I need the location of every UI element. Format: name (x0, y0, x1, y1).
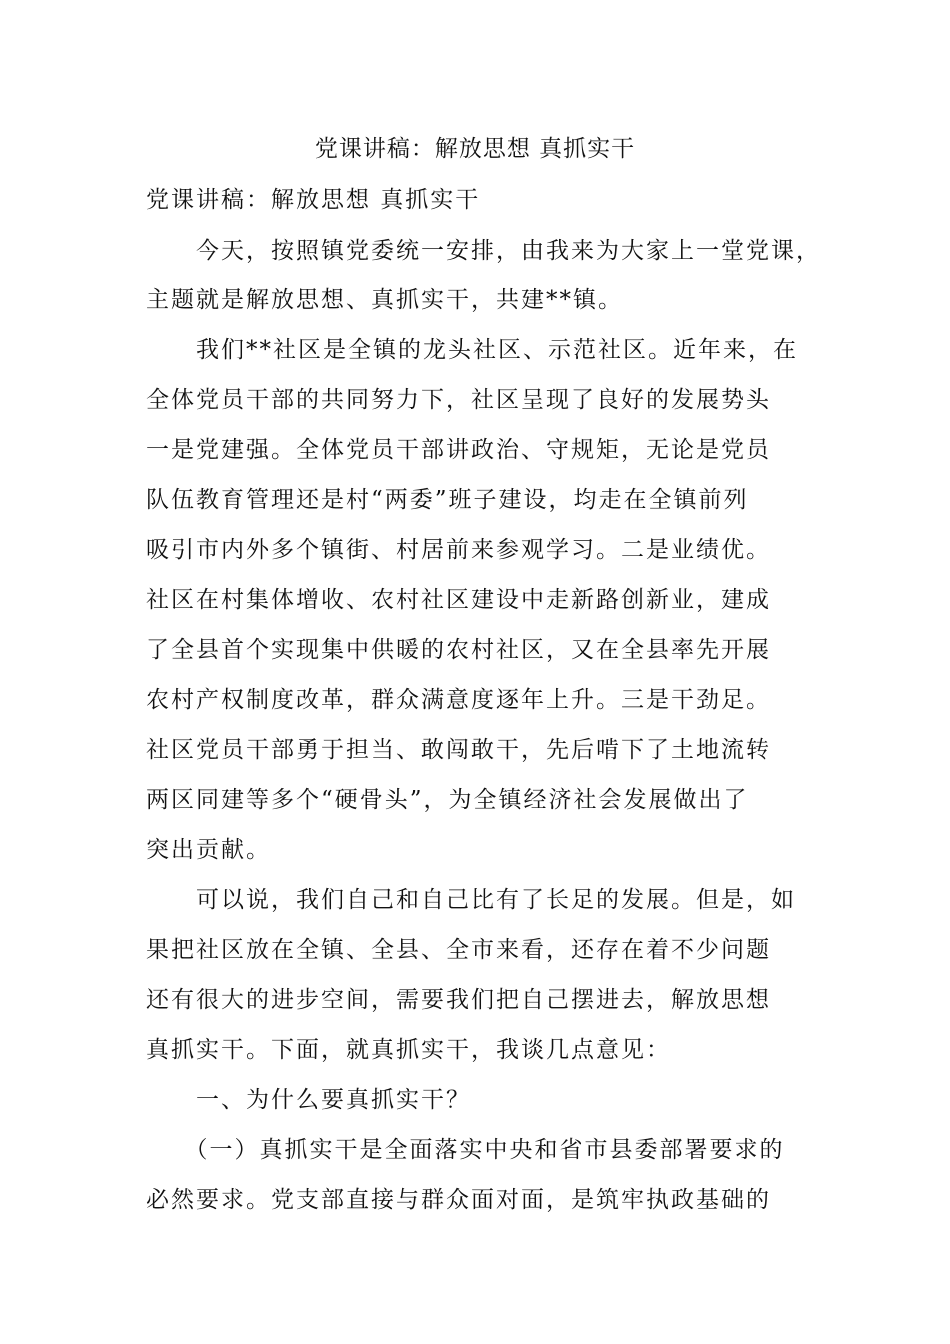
text-line: 一、为什么要真抓实干？ (146, 1087, 471, 1113)
text-line: 一是党建强。全体党员干部讲政治、守规矩，无论是党员 (146, 437, 771, 463)
text-line: 两区同建等多个“硬骨头”，为全镇经济社会发展做出了 (146, 787, 749, 813)
text-line: 社区党员干部勇于担当、敢闯敢干，先后啃下了土地流转 (146, 737, 771, 763)
text-line: 还有很大的进步空间，需要我们把自己摆进去，解放思想 (146, 987, 771, 1013)
text-line: 果把社区放在全镇、全县、全市来看，还存在着不少问题 (146, 937, 771, 963)
text-line: 主题就是解放思想、真抓实干，共建**镇。 (146, 287, 623, 313)
text-line: 我们**社区是全镇的龙头社区、示范社区。近年来，在 (146, 337, 798, 363)
text-line: 农村产权制度改革，群众满意度逐年上升。三是干劲足。 (146, 687, 771, 713)
text-line: 党课讲稿：解放思想 真抓实干 (146, 187, 481, 213)
text-line: 全体党员干部的共同努力下，社区呈现了良好的发展势头 (146, 387, 771, 413)
document-title: 党课讲稿：解放思想 真抓实干 (314, 136, 636, 162)
text-line: （一）真抓实干是全面落实中央和省市县委部署要求的 (146, 1137, 785, 1163)
text-line: 必然要求。党支部直接与群众面对面，是筑牢执政基础的 (146, 1187, 771, 1213)
text-line: 社区在村集体增收、农村社区建设中走新路创新业，建成 (146, 587, 771, 613)
text-line: 队伍教育管理还是村“两委”班子建设，均走在全镇前列 (146, 487, 749, 513)
text-line: 真抓实干。下面，就真抓实干，我谈几点意见： (146, 1037, 671, 1063)
text-line: 突出贡献。 (146, 837, 271, 863)
text-line: 吸引市内外多个镇街、村居前来参观学习。二是业绩优。 (146, 537, 771, 563)
text-line: 今天，按照镇党委统一安排，由我来为大家上一堂党课， (146, 238, 821, 264)
text-line: 了全县首个实现集中供暖的农村社区，又在全县率先开展 (146, 637, 771, 663)
text-line: 可以说，我们自己和自己比有了长足的发展。但是，如 (146, 887, 796, 913)
